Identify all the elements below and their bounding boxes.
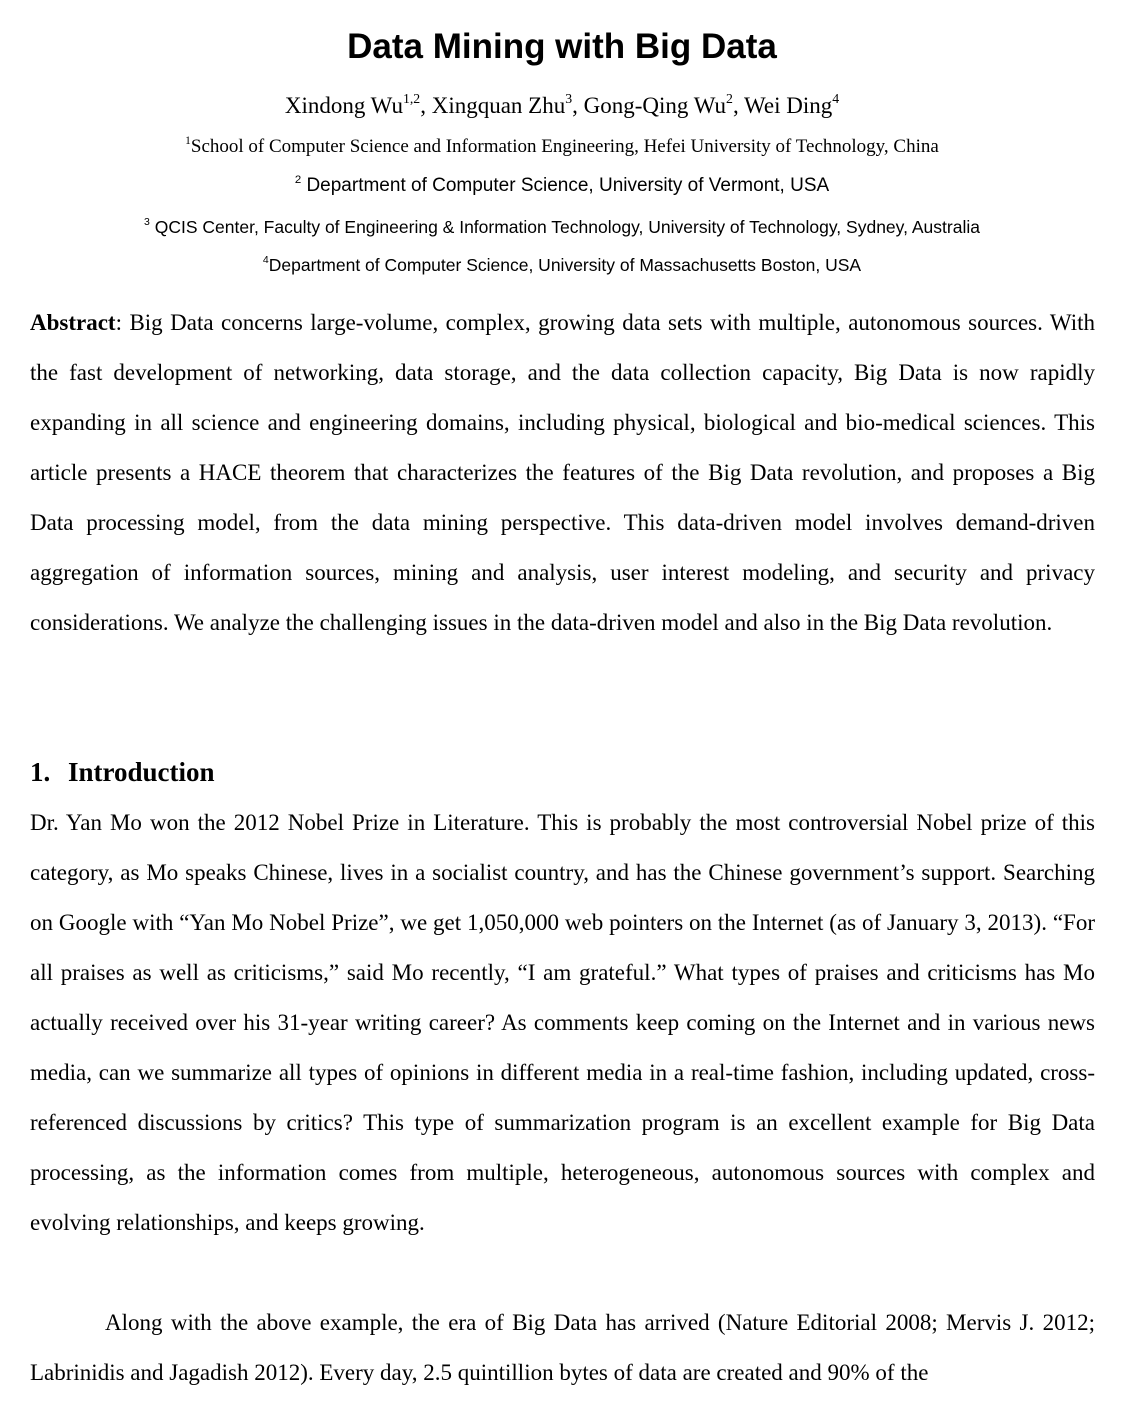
affiliation-text: Department of Computer Science, University of Massachusetts Boston, USA [268,255,862,275]
author-name: Wei Ding [744,93,833,118]
section-number: 1. [30,757,51,787]
author-name: Xindong Wu [284,93,403,118]
affiliation [0,252,1124,278]
author-separator: , [572,93,584,118]
author-separator: , [420,93,432,118]
body-paragraph: Dr. Yan Mo won the 2012 Nobel Prize in Literature. This is probably the most controversial Nobel prize of this category, as Mo speaks Chinese, lives in a socialist country, and has the Chinese government’s support. Searching on Google with “Yan Mo Nobel Prize”, we get 1,050,000 web pointers on the Internet (as of January 3, 2013). “For all praises as well as criticisms,” said Mo recently, “I am grateful.” What types of praises and criticisms has Mo actually received over his 31-year writing career? As comments keep coming on the Internet and in various news media, can we summarize all types of opinions in different media in a real-time fashion, including updated, cross-referenced discussions by critics? This type of summarization program is an excellent example for Big Data processing, as the information comes from multiple, heterogeneous, autonomous sources with complex and evolving relationships, and keeps growing. [30,810,1095,1235]
affiliation-marker: 4 [262,254,269,267]
affiliation [0,214,1124,240]
author [744,90,840,118]
author-list [0,91,1124,121]
author-affiliation-marker: 3 [565,90,573,106]
author-affiliation-marker: 4 [832,90,840,106]
author-name: Xingquan Zhu [431,93,566,118]
author [583,90,733,118]
author-separator: , [732,93,745,118]
affiliation-marker: 1 [185,134,191,147]
section-title: Introduction [68,757,215,787]
section-heading [30,752,215,792]
affiliation-text: School of Computer Science and Information Engineering, Hefei University of Technology, China [190,136,939,157]
affiliation [0,134,1124,160]
author [431,90,573,118]
affiliation-text: QCIS Center, Faculty of Engineering & Information Technology, University of Technology, Sydney, Australia [154,217,980,237]
author-affiliation-marker: 1,2 [402,90,421,106]
author-affiliation-marker: 2 [726,90,733,106]
paper-title: Data Mining with Big Data [347,27,777,66]
abstract [30,298,1095,648]
affiliation-text: Department of Computer Science, University of Vermont, USA [306,175,830,196]
author-name: Gong-Qing Wu [583,93,727,118]
author [284,90,421,118]
affiliation-marker: 3 [144,216,150,229]
abstract-text: : Big Data concerns large-volume, complex, growing data sets with multiple, autonomous sources. With the fast development of networking, data storage, and the data collection capacity, Big Data is now rapidly expanding in all science and engineering domains, including physical, biological and bio-medical sciences. This article presents a HACE theorem that characterizes the features of the Big Data revolution, and proposes a Big Data processing model, from the data mining perspective. This data-driven model involves demand-driven aggregation of information sources, mining and analysis, user interest modeling, and security and privacy considerations. We analyze the challenging issues in the data-driven model and also in the Big Data revolution. [30,310,1095,635]
abstract-label: Abstract [30,310,116,335]
affiliation [0,173,1124,199]
affiliation-marker: 2 [294,173,302,186]
body-paragraph: Along with the above example, the era of Big Data has arrived (Nature Editorial 2008; Mervis J. 2012; Labrinidis and Jagadish 2012). Every day, 2.5 quintillion bytes of data are created and 90% of the [30,1310,1095,1385]
